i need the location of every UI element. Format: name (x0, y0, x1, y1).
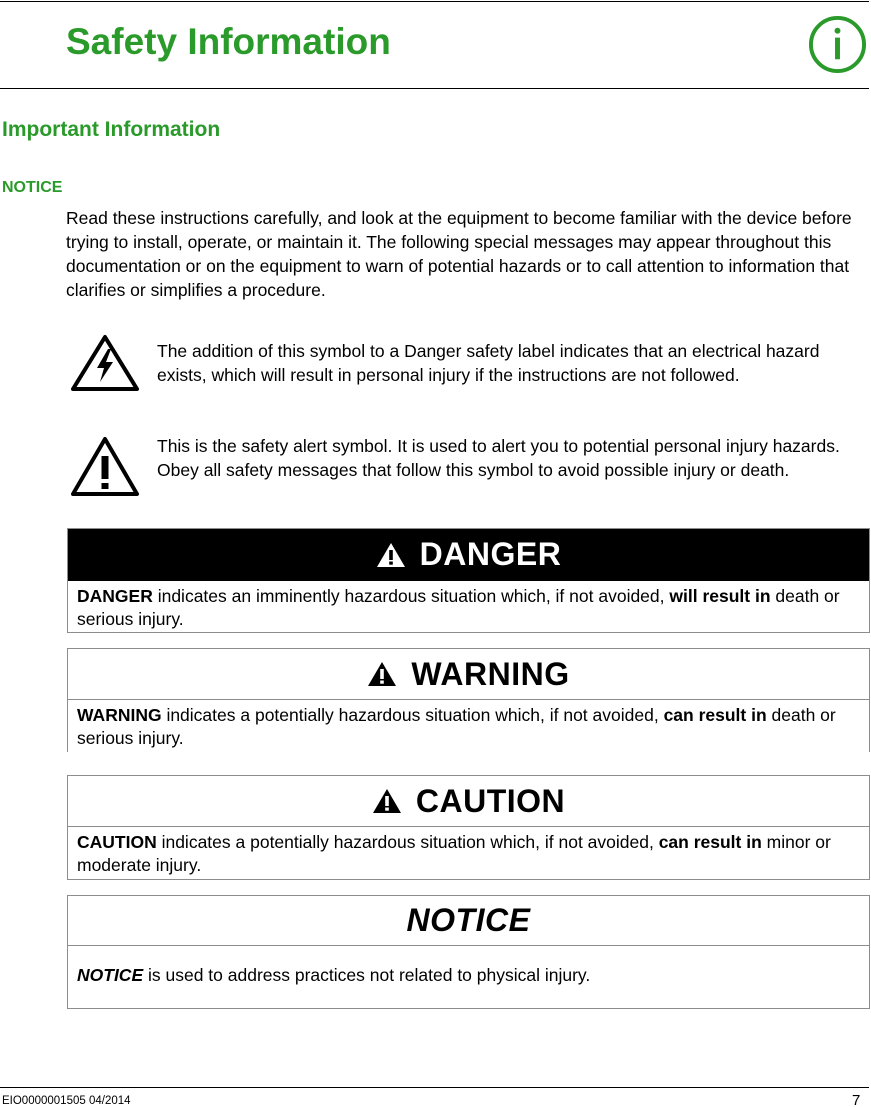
danger-text-end: death or serious injury. (77, 586, 840, 629)
warning-triangle-icon (367, 661, 397, 687)
footer-rule (0, 1087, 869, 1088)
warning-message-box (67, 648, 870, 752)
intro-paragraph: Read these instructions carefully, and look at the equipment to become familiar with the device before trying to install, operate, or maintain it. The following special messages may appear throughout this documentation or on the equipment to warn of potential hazards or to call attention to information that clarifies or simplifies a procedure. (66, 208, 852, 300)
warning-header (68, 649, 869, 700)
notice-title: NOTICE (406, 902, 531, 938)
title-rule (0, 88, 869, 89)
notice-message-box (67, 895, 870, 1009)
top-rule (0, 1, 869, 2)
warning-title: WARNING (411, 655, 570, 692)
notice-lead: NOTICE (77, 965, 144, 985)
caution-text-end: minor or moderate injury. (77, 832, 831, 875)
safety-alert-icon (70, 436, 140, 497)
document-code: EIO0000001505 04/2014 (2, 1095, 131, 1107)
electrical-hazard-icon (70, 334, 140, 392)
danger-message-box (67, 528, 870, 633)
caution-body (68, 827, 869, 877)
warning-text: indicates a potentially hazardous situation which, if not avoided, (161, 705, 664, 725)
info-icon (808, 15, 867, 74)
section-heading: Important Information (2, 118, 221, 141)
notice-header (68, 896, 869, 946)
danger-text: indicates an imminently hazardous situation which, if not avoided, (152, 586, 670, 606)
caution-title: CAUTION (415, 782, 566, 819)
warning-emphasis: can result in (663, 705, 767, 725)
page-title: Safety Information (66, 21, 391, 62)
warning-body (68, 700, 869, 750)
danger-body (68, 581, 869, 631)
danger-title: DANGER (419, 536, 562, 572)
caution-header (68, 776, 869, 827)
notice-body (68, 946, 869, 987)
warning-triangle-icon (376, 542, 406, 568)
notice-label: NOTICE (2, 179, 63, 196)
caution-message-box (67, 775, 870, 880)
warning-text-end: death or serious injury. (77, 705, 836, 748)
warning-triangle-icon (372, 788, 402, 814)
caution-emphasis: can result in (658, 832, 762, 852)
safety-alert-text: This is the safety alert symbol. It is used to alert you to potential personal injury hazards. Obey all safety messages that follow this symbol to avoid possible injury or death. (157, 436, 840, 480)
electrical-hazard-text: The addition of this symbol to a Danger safety label indicates that an electrical hazard exists, which will result in personal injury if the instructions are not followed. (157, 341, 820, 385)
notice-text: is used to address practices not related to physical injury. (143, 965, 591, 985)
danger-header (68, 529, 869, 581)
caution-lead: CAUTION (77, 832, 157, 852)
danger-lead: DANGER (77, 586, 153, 606)
caution-text: indicates a potentially hazardous situation which, if not avoided, (156, 832, 659, 852)
warning-lead: WARNING (77, 705, 162, 725)
page-number: 7 (852, 1092, 861, 1107)
danger-emphasis: will result in (669, 586, 771, 606)
